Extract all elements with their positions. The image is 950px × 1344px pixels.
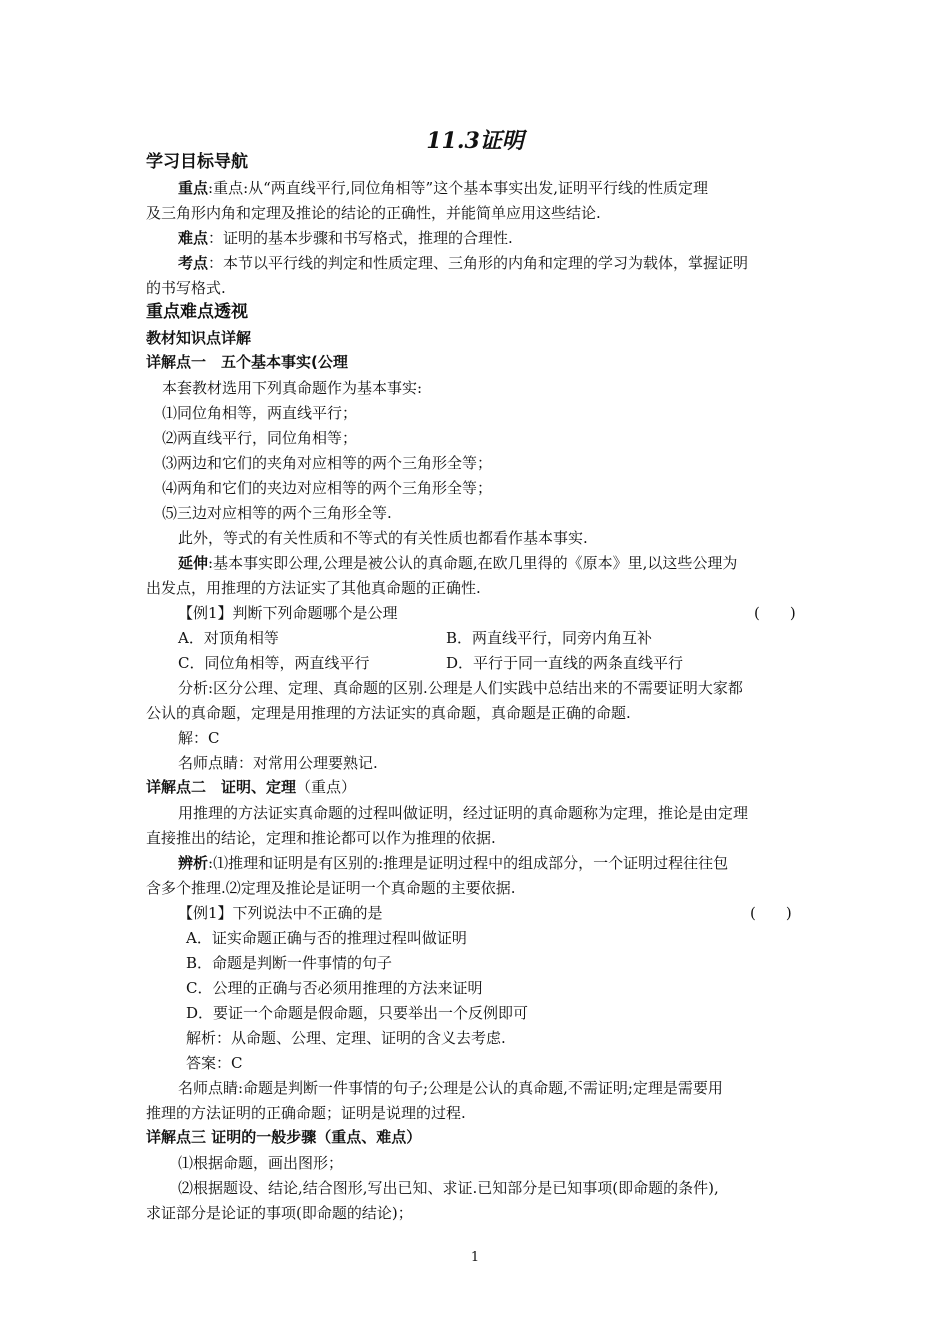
exam-point-text: ：本节以平行线的判定和性质定理、三角形的内角和定理的学习为载体，掌握证明 bbox=[208, 254, 749, 272]
example-1-question: 【例1】判断下列命题哪个是公理 bbox=[178, 604, 398, 622]
analysis-line-2: 公认的真命题，定理是用推理的方法证实的真命题，真命题是正确的命题. bbox=[146, 704, 631, 722]
exam-point-label: 考点 bbox=[178, 254, 209, 272]
point-2-heading: 详解点二 证明、定理 bbox=[146, 778, 297, 796]
exam-point-line-1 bbox=[178, 253, 748, 273]
discrimination-line-2: 含多个推理.⑵定理及推论是证明一个真命题的主要依据. bbox=[146, 879, 516, 897]
difficulty-text: ：证明的基本步骤和书写格式，推理的合理性. bbox=[208, 229, 513, 247]
option-item: D．要证一个命题是假命题，只要举出一个反例即可 bbox=[186, 1004, 529, 1022]
point-1-extra: 此外，等式的有关性质和不等式的有关性质也都看作基本事实. bbox=[178, 529, 588, 547]
page-title: 11.3证明 bbox=[426, 128, 524, 154]
option-c: C．同位角相等，两直线平行 bbox=[178, 654, 370, 672]
point-1-heading: 详解点一 五个基本事实(公理 bbox=[146, 353, 348, 371]
analysis: 解析：从命题、公理、定理、证明的含义去考虑. bbox=[186, 1029, 506, 1047]
analysis-line-1: 分析:区分公理、定理、真命题的区别.公理是人们实践中总结出来的不需要证明大家都 bbox=[178, 679, 743, 697]
page-number: 1 bbox=[470, 1250, 480, 1265]
option-b: B．两直线平行，同旁内角互补 bbox=[446, 629, 653, 647]
teacher-tip-line-1: 名师点睛:命题是判断一件事情的句子;公理是公认的真命题,不需证明;定理是需要用 bbox=[178, 1079, 723, 1097]
difficulty-label: 难点 bbox=[178, 229, 209, 247]
point-2-body-line-1: 用推理的方法证实真命题的过程叫做证明，经过证明的真命题称为定理，推论是由定理 bbox=[178, 804, 749, 822]
exam-point-line-2: 的书写格式. bbox=[146, 279, 226, 297]
section-heading-goals: 学习目标导航 bbox=[146, 152, 248, 172]
key-point-label: 重点 bbox=[178, 179, 209, 197]
point-2-body-line-2: 直接推出的结论，定理和推论都可以作为推理的依据. bbox=[146, 829, 496, 847]
point-1-intro: 本套教材选用下列真命题作为基本事实: bbox=[162, 379, 423, 397]
step-1: ⑴根据命题，画出图形； bbox=[178, 1154, 344, 1172]
teacher-tip-line-2: 推理的方法证明的正确命题；证明是说理的过程. bbox=[146, 1104, 466, 1122]
axiom-item: ⑸三边对应相等的两个三角形全等. bbox=[162, 504, 392, 522]
teacher-tip: 名师点睛：对常用公理要熟记. bbox=[178, 754, 378, 772]
key-point-line-1 bbox=[178, 178, 708, 198]
point-2-heading-tail: （重点） bbox=[296, 778, 357, 796]
discrimination-line-1 bbox=[178, 853, 728, 873]
key-point-line-2: 及三角形内角和定理及推论的结论的正确性，并能简单应用这些结论. bbox=[146, 204, 601, 222]
option-d: D．平行于同一直线的两条直线平行 bbox=[446, 654, 684, 672]
step-2-line-1: ⑵根据题设、结论,结合图形,写出已知、求证.已知部分是已知事项(即命题的条件), bbox=[178, 1179, 719, 1197]
point-2-heading-line bbox=[146, 777, 356, 797]
difficulty-line bbox=[178, 228, 513, 248]
extension-line-1 bbox=[178, 553, 737, 573]
section-heading-key: 重点难点透视 bbox=[146, 302, 248, 322]
axiom-item: ⑷两角和它们的夹边对应相等的两个三角形全等； bbox=[162, 479, 493, 497]
extension-line-2: 出发点，用推理的方法证实了其他真命题的正确性. bbox=[146, 579, 481, 597]
option-a: A．对顶角相等 bbox=[178, 629, 279, 647]
key-point-text: :重点:从“两直线平行,同位角相等”这个基本事实出发,证明平行线的性质定理 bbox=[208, 179, 708, 197]
discrimination-text: :⑴推理和证明是有区别的:推理是证明过程中的组成部分，一个证明过程往往包 bbox=[208, 854, 729, 872]
point-3-heading: 详解点三 证明的一般步骤（重点、难点） bbox=[146, 1128, 422, 1146]
extension-text: :基本事实即公理,公理是被公认的真命题,在欧几里得的《原本》里,以这些公理为 bbox=[208, 554, 738, 572]
solution: 解：C bbox=[178, 729, 220, 747]
option-item: A．证实命题正确与否的推理过程叫做证明 bbox=[186, 929, 467, 947]
axiom-item: ⑶两边和它们的夹角对应相等的两个三角形全等； bbox=[162, 454, 493, 472]
answer-blank: ( ) bbox=[750, 904, 792, 922]
discrimination-label: 辨析 bbox=[178, 854, 209, 872]
axiom-item: ⑴同位角相等，两直线平行； bbox=[162, 404, 358, 422]
axiom-item: ⑵两直线平行，同位角相等； bbox=[162, 429, 358, 447]
extension-label: 延伸 bbox=[178, 554, 209, 572]
step-2-line-2: 求证部分是论证的事项(即命题的结论)； bbox=[146, 1204, 413, 1222]
option-item: B．命题是判断一件事情的句子 bbox=[186, 954, 393, 972]
answer: 答案：C bbox=[186, 1054, 243, 1072]
answer-blank: ( ) bbox=[754, 604, 796, 622]
example-2-question: 【例1】下列说法中不正确的是 bbox=[178, 904, 383, 922]
section-heading-book: 教材知识点详解 bbox=[146, 329, 252, 347]
option-item: C．公理的正确与否必须用推理的方法来证明 bbox=[186, 979, 483, 997]
